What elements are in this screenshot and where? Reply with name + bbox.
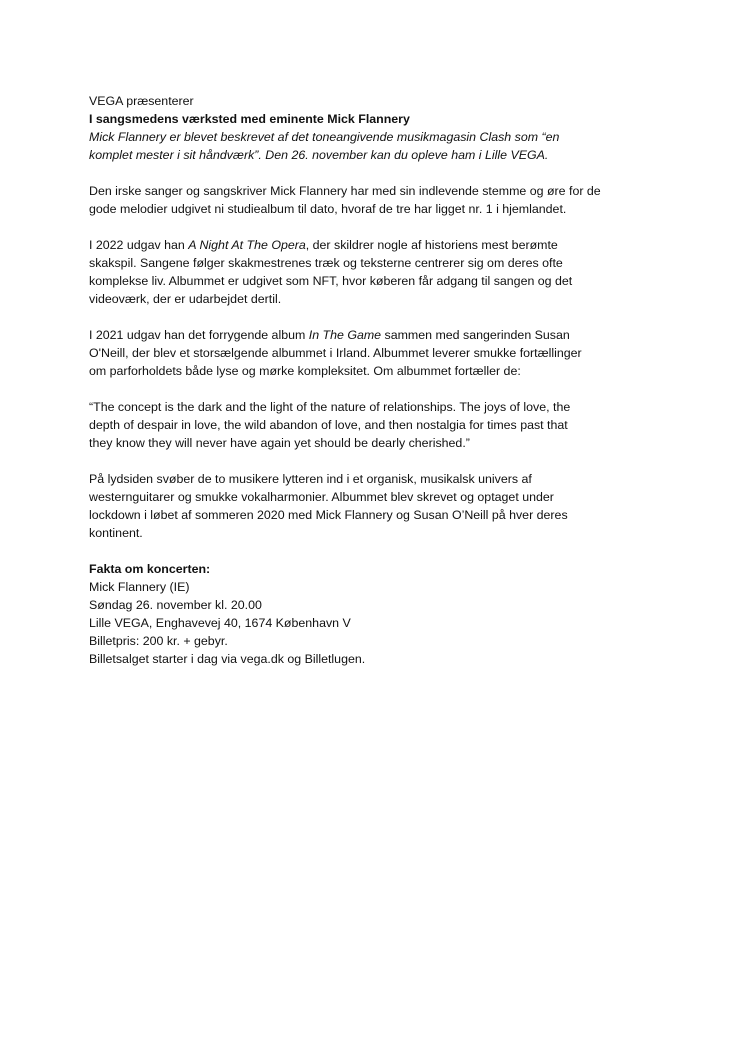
fact-price: Billetpris: 200 kr. + gebyr. [89, 634, 228, 648]
paragraph-line [89, 326, 689, 344]
paragraph-line: skakspil. Sangene følger skakmestrenes træk og teksterne centrerer sig om deres ofte [89, 256, 563, 270]
text-run: , der skildrer nogle af historiens mest berømte [305, 238, 558, 252]
presenter-line: VEGA præsenterer [89, 94, 194, 108]
quote-line: “The concept is the dark and the light of the nature of relationships. The joys of love, the [89, 400, 571, 414]
facts-block [89, 560, 689, 668]
paragraph-line [89, 236, 689, 254]
text-run: I 2022 udgav han [89, 238, 189, 252]
paragraph-line: om parforholdets både lyse og mørke kompleksitet. Om albummet fortæller de: [89, 364, 521, 378]
lead-line-1: Mick Flannery er blevet beskrevet af det toneangivende musikmagasin Clash som “en [89, 130, 560, 144]
quote-paragraph [89, 398, 689, 452]
paragraph-line: westernguitarer og smukke vokalharmonier. Albummet blev skrevet og optaget under [89, 490, 554, 504]
paragraph-line: videoværk, der er udarbejdet dertil. [89, 292, 282, 306]
album-title: A Night At The Opera [188, 238, 306, 252]
paragraph-intro-artist [89, 182, 689, 218]
paragraph-sound [89, 470, 689, 542]
quote-line: depth of despair in love, the wild abandon of love, and then nostalgia for times past that [89, 418, 568, 432]
paragraph-line: kontinent. [89, 526, 143, 540]
headline: I sangsmedens værksted med eminente Mick Flannery [89, 112, 410, 126]
text-run: sammen med sangerinden Susan [381, 328, 570, 342]
fact-venue: Lille VEGA, Enghavevej 40, 1674 København V [89, 616, 351, 630]
fact-artist: Mick Flannery (IE) [89, 580, 190, 594]
text-run: I 2021 udgav han det forrygende album [89, 328, 309, 342]
press-release-page [89, 92, 689, 668]
fact-date: Søndag 26. november kl. 20.00 [89, 598, 262, 612]
paragraph-line: gode melodier udgivet ni studiealbum til dato, hvoraf de tre har ligget nr. 1 i hjemlandet. [89, 202, 567, 216]
album-title: In The Game [308, 328, 382, 342]
paragraph-line: O'Neill, der blev et storsælgende albummet i Irland. Albummet leverer smukke fortællinger [89, 346, 582, 360]
fact-ticket-sale: Billetsalget starter i dag via vega.dk og Billetlugen. [89, 652, 366, 666]
paragraph-line: lockdown i løbet af sommeren 2020 med Mick Flannery og Susan O’Neill på hver deres [89, 508, 568, 522]
lead-line-2: komplet mester i sit håndværk”. Den 26. november kan du opleve ham i Lille VEGA. [89, 148, 549, 162]
paragraph-in-the-game [89, 326, 689, 380]
paragraph-line: På lydsiden svøber de to musikere lytteren ind i et organisk, musikalsk univers af [89, 472, 532, 486]
paragraph-line: komplekse liv. Albummet er udgivet som NFT, hvor køberen får adgang til sangen og det [89, 274, 573, 288]
quote-line: they know they will never have again yet should be dearly cherished.” [89, 436, 470, 450]
intro-block [89, 92, 689, 164]
facts-heading: Fakta om koncerten: [89, 562, 211, 576]
paragraph-night-at-opera [89, 236, 689, 308]
paragraph-line: Den irske sanger og sangskriver Mick Flannery har med sin indlevende stemme og øre for de [89, 184, 601, 198]
